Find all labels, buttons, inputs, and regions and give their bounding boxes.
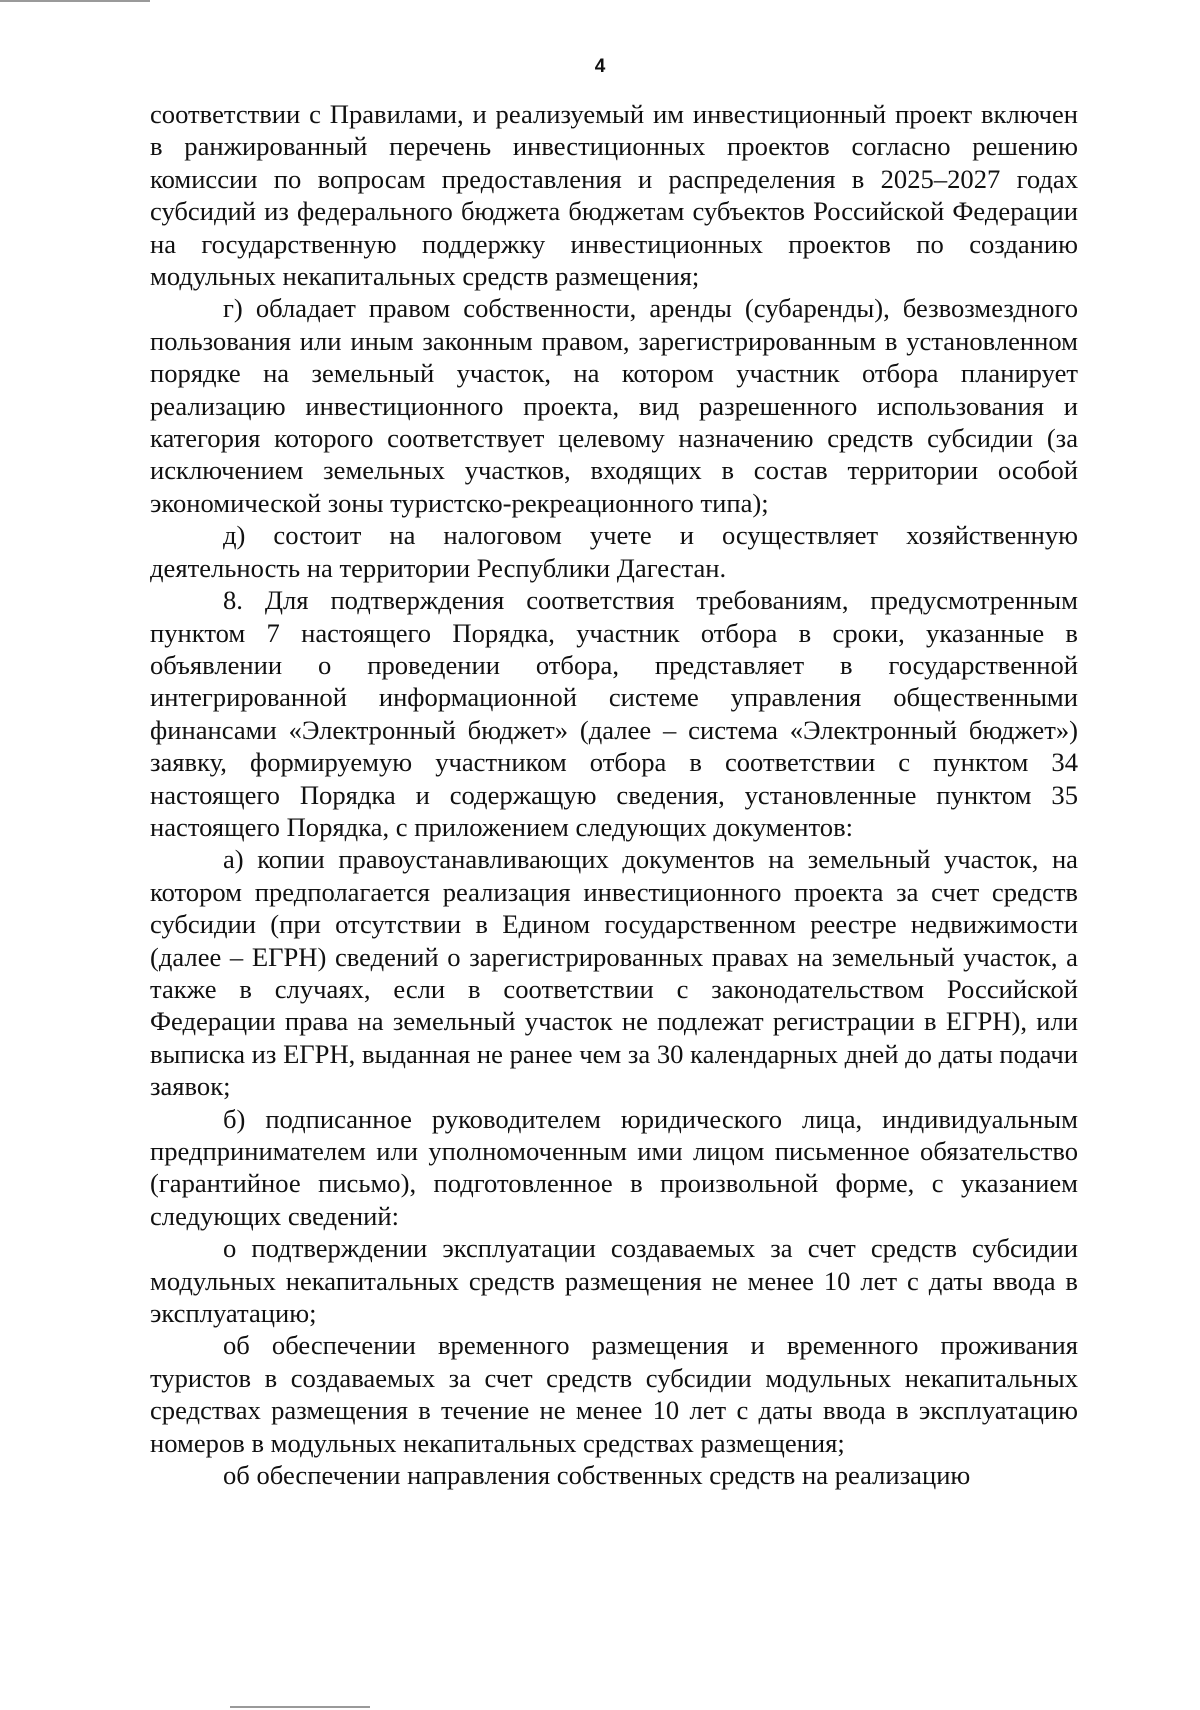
scan-artifact-bottom: [230, 1706, 370, 1708]
page-number: 4: [594, 56, 606, 77]
paragraph-item-b: б) подписанное руководителем юридического лица, индивидуальным предпринимателем или уполномоченным ими лицом письменное обязательство (гарантийное письмо), подготовленное в произвольной форме, с указанием следующих сведений:: [150, 1103, 1078, 1231]
paragraph-obligation-funds: об обеспечении направления собственных средств на реализацию: [223, 1460, 971, 1491]
paragraph-obligation-operation: о подтверждении эксплуатации создаваемых за счет средств субсидии модульных некапитальных средств размещения не менее 10 лет с даты ввода в эксплуатацию;: [150, 1233, 1078, 1329]
paragraph-item-d: д) состоит на налоговом учете и осуществляет хозяйственную деятельность на территории Республики Дагестан.: [150, 520, 1078, 583]
paragraph-item-g: г) обладает правом собственности, аренды (субаренды), безвозмездного пользования или иным законным правом, зарегистрированным в установленном порядке на земельный участок, на котором участник отбора планирует реализацию инвестиционного проекта, вид разрешенного использования и категория которого соответствует целевому назначению средств субсидии (за исключением земельных участков, входящих в состав территории особой экономической зоны туристско-рекреационного типа);: [150, 293, 1078, 518]
scan-artifact-top-left: [0, 0, 150, 2]
paragraph-continuation: соответствии с Правилами, и реализуемый им инвестиционный проект включен в ранжированный перечень инвестиционных проектов согласно решению комиссии по вопросам предоставления и распределения в 2025–2027 годах субсидий из федерального бюджета бюджетам субъектов Российской Федерации на государственную поддержку инвестиционных проектов по созданию модульных некапитальных средств размещения;: [150, 99, 1078, 292]
paragraph-clause-8: 8. Для подтверждения соответствия требованиям, предусмотренным пунктом 7 настоящего Порядка, участник отбора в сроки, указанные в объявлении о проведении отбора, представляет в государственной интегрированной информационной системе управления общественными финансами «Электронный бюджет» (далее – система «Электронный бюджет») заявку, формируемую участником отбора в соответствии с пунктом 34 настоящего Порядка и содержащую сведения, установленные пунктом 35 настоящего Порядка, с приложением следующих документов:: [150, 585, 1078, 842]
paragraph-item-a: а) копии правоустанавливающих документов на земельный участок, на котором предполагается реализация инвестиционного проекта за счет средств субсидии (при отсутствии в Едином государственном реестре недвижимости (далее – ЕГРН) сведений о зарегистрированных правах на земельный участок, а также в случаях, если в соответствии с законодательством Российской Федерации права на земельный участок не подлежат регистрации в ЕГРН), или выписка из ЕГРН, выданная не ранее чем за 30 календарных дней до даты подачи заявок;: [150, 844, 1078, 1102]
paragraph-obligation-accommodation: об обеспечении временного размещения и временного проживания туристов в создаваемых за счет средств субсидии модульных некапитальных средствах размещения в течение не менее 10 лет с даты ввода в эксплуатацию номеров в модульных некапитальных средствах размещения;: [150, 1330, 1078, 1458]
document-body: [150, 98, 1078, 1491]
